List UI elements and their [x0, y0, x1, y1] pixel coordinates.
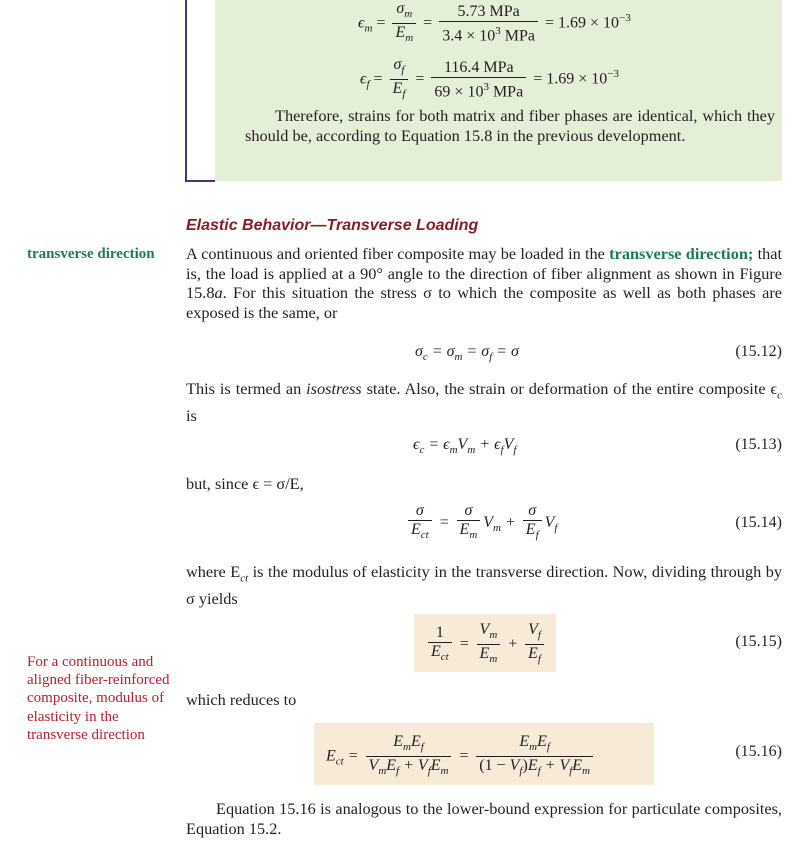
paragraph-where-ect: where $E_{ct}$ is the modulus of elasticity in the transverse direction. Now, dividing through by σ yields [186, 562, 782, 608]
example-rule-horizontal [185, 180, 215, 182]
margin-key-term: transverse direction [27, 246, 155, 262]
example-conclusion: Therefore, strains for both matrix and fiber phases are identical, which they should be, according to Equation 15.8 in the previous development. [245, 106, 775, 145]
equation-number-15-15: (15.15) [735, 633, 782, 650]
paragraph-transverse-loading: A continuous and oriented fiber composite may be loaded in the transverse direction; that is, the load is applied at a 90° angle to the direction of fiber alignment as shown in Figure 15.8a. For this situation the stress σ to which the composite as well as both phases are exposed is the same, or [186, 244, 782, 322]
equation-number-15-13: (15.13) [735, 436, 782, 453]
equation-15-15: $\frac{1}{E_{ct}}$ = $\frac{V_m}{E_m}$ + $\frac{V_f}{E_f}$ [425, 621, 547, 668]
margin-note: For a continuous and aligned fiber-reinforced composite, modulus of elasticity in the transverse direction [27, 654, 170, 743]
key-term: transverse direction; [609, 244, 754, 263]
example-rule-vertical [185, 0, 187, 182]
paragraph-reduces: which reduces to [186, 690, 297, 709]
equation-15-12: $\sigma_c = \sigma_m = \sigma_f = \sigma$ [415, 343, 519, 364]
equation-15-14: $\frac{\sigma}{E_{ct}}$ = $\frac{\sigma}{E_m}$ $V_m$ + $\frac{\sigma}{E_f}$ $V_f$ [405, 502, 557, 544]
paragraph-isostress: This is termed an isostress state. Also, the strain or deformation of the entire composite $\epsilon_c$ is [186, 379, 782, 425]
strain-matrix-equation: $\epsilon_m$ = $\frac{\sigma_m}{E_m}$ = $\frac{\text{5.73 MPa}}{3.4 \times 10^3 MPa}$ = $1.69 \times 10^{-3}$ [358, 0, 631, 47]
paragraph-analogous: Equation 15.16 is analogous to the lower-bound expression for particulate composites, Equation 15.2. [186, 799, 782, 838]
equation-15-13: $\epsilon_c = \epsilon_mV_m + \epsilon_fV_f$ [413, 436, 517, 457]
section-heading: Elastic Behavior—Transverse Loading [186, 217, 479, 234]
equation-15-16: $E_{ct}$ = $\frac{E_mE_f}{V_mE_f + V_fE_m}$ = $\frac{E_mE_f}{(1 - V_f)E_f + V_fE_m}$ [326, 733, 596, 780]
paragraph-since: but, since ϵ = σ/E, [186, 474, 304, 493]
equation-number-15-14: (15.14) [735, 514, 782, 531]
strain-fiber-equation: $\epsilon_f$ = $\frac{\sigma_f}{E_f}$ = $\frac{\text{116.4 MPa}}{69 \times 10^3 MPa}$ = $1.69 \times 10^{-3}$ [360, 56, 619, 103]
equation-number-15-16: (15.16) [735, 743, 782, 760]
equation-number-15-12: (15.12) [735, 343, 782, 360]
